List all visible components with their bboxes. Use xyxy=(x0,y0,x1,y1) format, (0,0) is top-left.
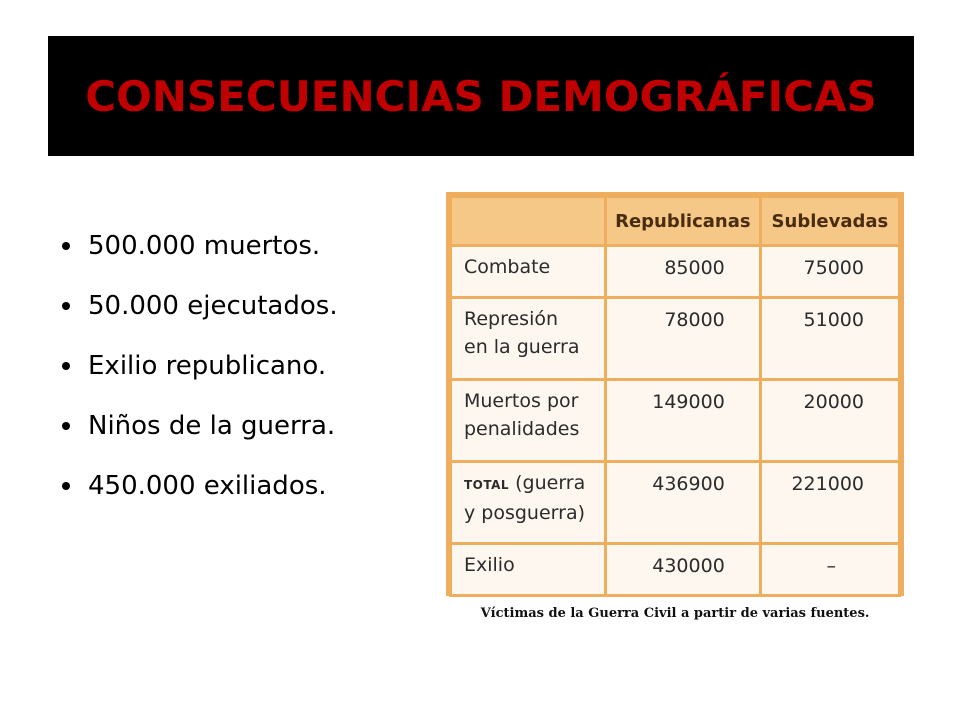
bullet-dot-icon xyxy=(62,242,70,250)
slide-title-bar xyxy=(48,36,914,156)
bullet-text: 500.000 muertos. xyxy=(88,231,321,261)
cell-sublevadas: – xyxy=(760,544,899,596)
row-label-text: (guerra xyxy=(515,472,586,494)
victims-table xyxy=(449,195,901,597)
cell-sublevadas: 20000 xyxy=(760,380,899,462)
bullet-item xyxy=(62,462,338,522)
total-label: TOTAL xyxy=(464,478,510,492)
bullet-item xyxy=(62,342,338,402)
row-label-text: Represión xyxy=(464,308,559,330)
cell-republicanas: 430000 xyxy=(605,544,760,596)
row-label-text: Exilio xyxy=(464,554,515,576)
cell-republicanas: 149000 xyxy=(605,380,760,462)
header-cell-sublevadas: Sublevadas xyxy=(760,197,899,246)
row-label-text: Muertos por xyxy=(464,390,579,412)
row-label xyxy=(451,380,606,462)
cell-sublevadas: 221000 xyxy=(760,462,899,544)
bullet-dot-icon xyxy=(62,302,70,310)
cell-republicanas: 85000 xyxy=(605,246,760,298)
row-label xyxy=(451,298,606,380)
bullet-text: Exilio republicano. xyxy=(88,351,327,381)
bullet-item xyxy=(62,402,338,462)
bullet-text: Niños de la guerra. xyxy=(88,411,336,441)
bullet-item xyxy=(62,222,338,282)
bullet-item xyxy=(62,282,338,342)
cell-sublevadas: 51000 xyxy=(760,298,899,380)
table-row xyxy=(451,462,900,544)
table-caption: Víctimas de la Guerra Civil a partir de varias fuentes. xyxy=(480,606,870,621)
table-row xyxy=(451,298,900,380)
header-cell-republicanas: Republicanas xyxy=(605,197,760,246)
victims-table-image xyxy=(446,192,904,596)
row-label xyxy=(451,544,606,596)
cell-republicanas: 78000 xyxy=(605,298,760,380)
bullet-list xyxy=(62,222,338,522)
row-label-text: y posguerra) xyxy=(464,502,586,524)
row-label-text: en la guerra xyxy=(464,336,580,358)
row-label-text: penalidades xyxy=(464,418,580,440)
slide-title: CONSECUENCIAS DEMOGRÁFICAS xyxy=(85,71,877,121)
bullet-text: 50.000 ejecutados. xyxy=(88,291,338,321)
header-cell-empty xyxy=(451,197,606,246)
row-label-text: Combate xyxy=(464,256,551,278)
bullet-dot-icon xyxy=(62,362,70,370)
cell-sublevadas: 75000 xyxy=(760,246,899,298)
bullet-dot-icon xyxy=(62,482,70,490)
bullet-dot-icon xyxy=(62,422,70,430)
table-row xyxy=(451,380,900,462)
table-row xyxy=(451,246,900,298)
bullet-text: 450.000 exiliados. xyxy=(88,471,327,501)
cell-republicanas: 436900 xyxy=(605,462,760,544)
row-label xyxy=(451,462,606,544)
table-row xyxy=(451,544,900,596)
table-header-row xyxy=(451,197,900,246)
row-label xyxy=(451,246,606,298)
